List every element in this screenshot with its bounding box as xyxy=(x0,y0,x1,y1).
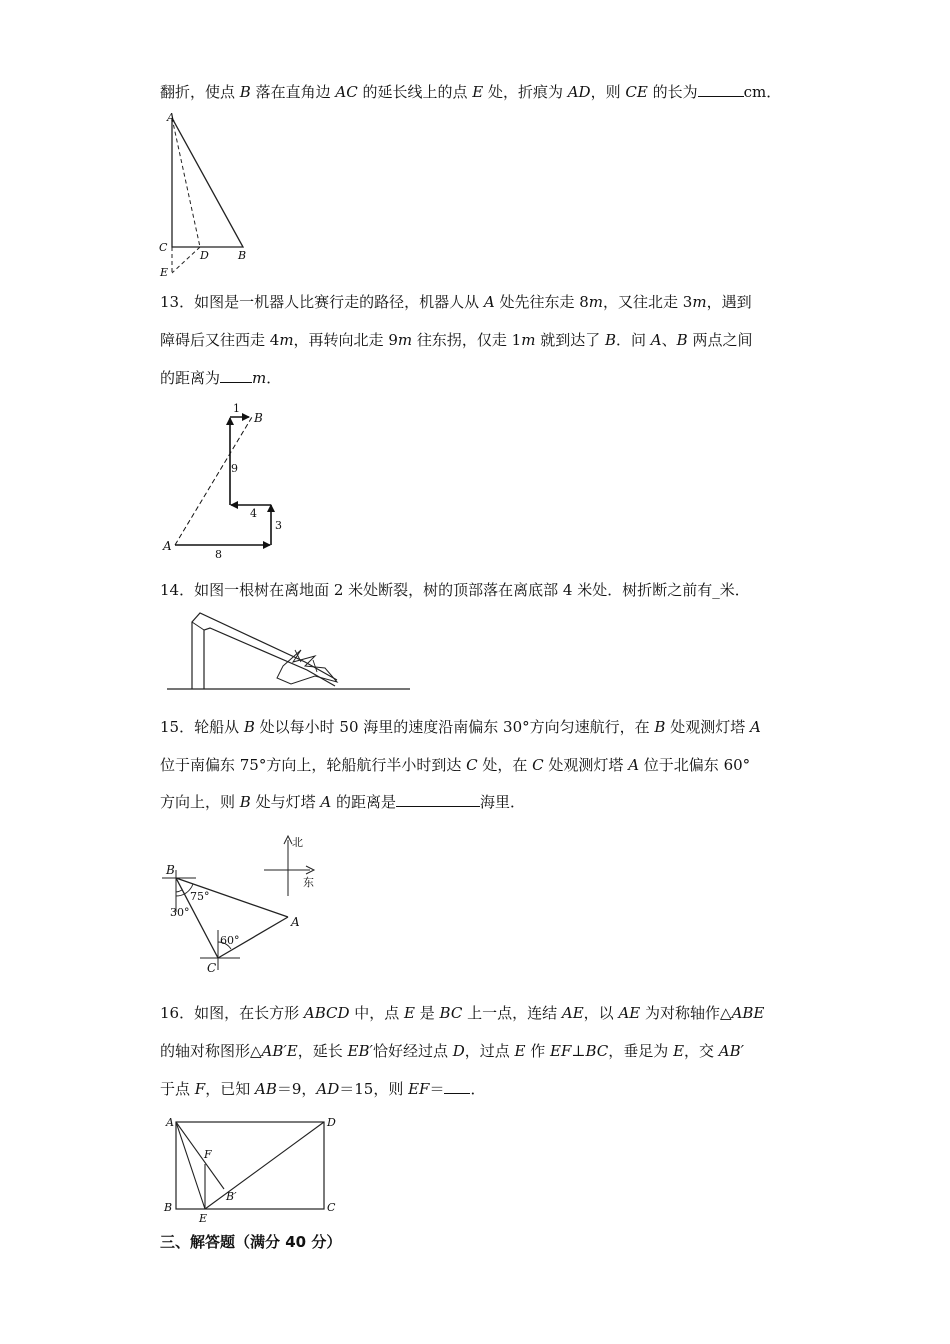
q12-label-d: D xyxy=(200,249,209,262)
q14-break-line xyxy=(192,622,204,630)
q16-text-line-3: 于点 F，已知 AB＝9，AD＝15，则 EF＝ ． xyxy=(160,1080,486,1098)
q12-label-e: E xyxy=(160,266,169,279)
q14-trunk-inner xyxy=(204,628,335,689)
q15-label-b: B xyxy=(166,863,175,877)
q16-text-line-2: 的轴对称图形△AB′E，延长 EB′恰好经过点 D，过点 E 作 EF⊥BC，垂足为 E，交 AB′ xyxy=(160,1042,745,1060)
q16-figure xyxy=(158,1112,348,1224)
q13-label-b: B xyxy=(254,411,263,425)
q12-label-b: B xyxy=(238,249,247,262)
q12-fold-line xyxy=(172,118,200,247)
q15-label-60: 60° xyxy=(220,934,240,947)
q16-ae-line xyxy=(176,1122,205,1209)
q12-label-a: A xyxy=(167,111,175,124)
q15-label-east: 东 xyxy=(303,876,314,889)
q15-label-c: C xyxy=(207,961,217,975)
q13-label-8: 8 xyxy=(215,548,222,561)
q13-label-9: 9 xyxy=(231,462,238,475)
q16-label-d: D xyxy=(327,1116,336,1129)
section-3-title: 三、解答题（满分 40 分） xyxy=(160,1233,342,1251)
q15-text-line-3: 方向上，则 B 处与灯塔 A 的距离是 海里． xyxy=(160,793,525,811)
q12-figure xyxy=(155,108,265,283)
q14-text-line: 14．如图一根树在离地面 2 米处断裂，树的顶部落在离底部 4 米处．树折断之前有_米． xyxy=(160,581,750,599)
q15-figure xyxy=(158,830,328,978)
q16-abp-line xyxy=(176,1122,224,1189)
q15-text-line-1: 15．轮船从 B 处以每小时 50 海里的速度沿南偏东 30°方向匀速航行，在 B 处观测灯塔 A xyxy=(160,718,761,736)
q14-tree-top xyxy=(277,650,337,684)
q15-answer-blank[interactable] xyxy=(396,792,480,807)
q16-text-line-1: 16．如图，在长方形 ABCD 中，点 E 是 BC 上一点，连结 AE，以 AE 为对称轴作△ABE xyxy=(160,1004,765,1022)
q15-label-a: A xyxy=(291,915,300,929)
q13-ab-dashed xyxy=(175,417,252,545)
q15-text-line-2: 位于南偏东 75°方向上，轮船航行半小时到达 C 处，在 C 处观测灯塔 A 位于北偏东 60° xyxy=(160,756,751,774)
q15-label-75: 75° xyxy=(190,890,210,903)
q13-text-line-1: 13．如图是一机器人比赛行走的路径，机器人从 A 处先往东走 8m，又往北走 3m，遇到 xyxy=(160,293,752,311)
q15-label-30: 30° xyxy=(170,906,190,919)
q12-label-c: C xyxy=(159,241,168,254)
q13-label-3: 3 xyxy=(275,519,282,532)
q16-answer-blank[interactable] xyxy=(444,1079,470,1094)
q16-label-bprime: B′ xyxy=(226,1190,237,1203)
q13-label-4: 4 xyxy=(250,507,257,520)
q13-answer-blank[interactable] xyxy=(220,368,252,383)
q16-label-f: F xyxy=(204,1148,212,1161)
q16-label-e: E xyxy=(199,1212,208,1225)
q15-label-north: 北 xyxy=(292,836,303,849)
q12-answer-blank[interactable] xyxy=(698,82,744,97)
q13-text-line-2: 障碍后又往西走 4m，再转向北走 9m 往东拐，仅走 1m 就到达了 B．问 A、B 两点之间 xyxy=(160,331,753,349)
q15-arc-30 xyxy=(176,890,182,892)
q12-de-line xyxy=(172,247,200,273)
q13-label-1: 1 xyxy=(233,402,240,415)
q16-ed-line xyxy=(205,1122,324,1209)
q14-figure xyxy=(165,610,415,694)
q13-figure xyxy=(155,398,295,560)
q16-label-c: C xyxy=(327,1201,336,1214)
q12-triangle xyxy=(172,118,243,247)
q12-text-line: 翻折，使点 B 落在直角边 AC 的延长线上的点 E 处，折痕为 AD，则 CE 的长为 cm． xyxy=(160,83,782,101)
q13-text-line-3: 的距离为 m． xyxy=(160,369,282,387)
q16-rectangle xyxy=(176,1122,324,1209)
q16-label-b: B xyxy=(164,1201,173,1214)
q13-label-a: A xyxy=(163,539,172,553)
q16-label-a: A xyxy=(166,1116,174,1129)
